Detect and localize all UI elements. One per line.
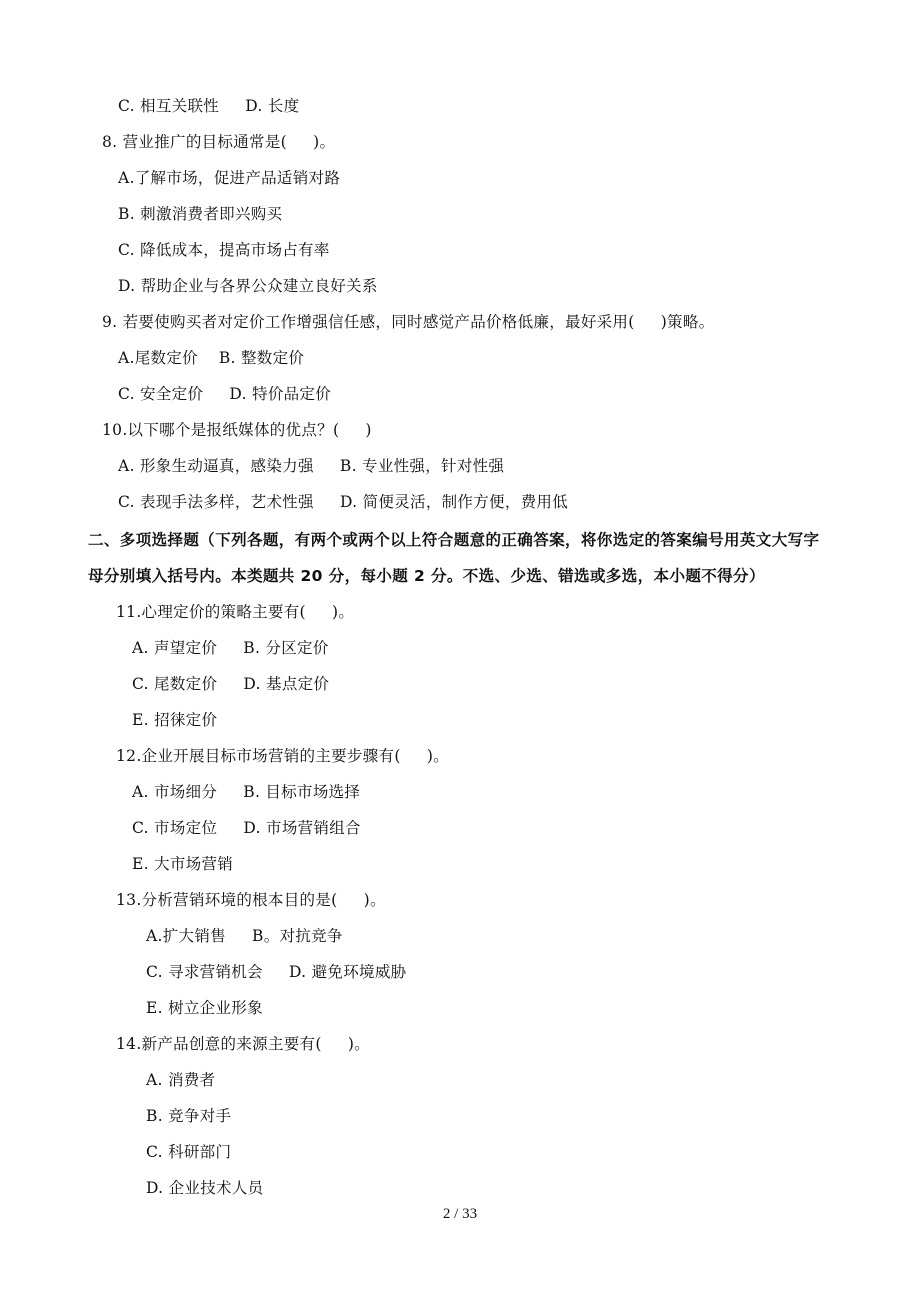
option-10ab: A. 形象生动逼真，感染力强 B. 专业性强，针对性强: [118, 457, 505, 475]
question-10: 10.以下哪个是报纸媒体的优点？( ): [102, 421, 372, 439]
option-11e: E. 招徕定价: [132, 711, 218, 729]
option-line-7cd: C. 相互关联性 D. 长度: [118, 97, 300, 115]
option-9cd: C. 安全定价 D. 特价品定价: [118, 385, 332, 403]
option-13ab: A.扩大销售 B。对抗竞争: [146, 927, 343, 945]
question-12: 12.企业开展目标市场营销的主要步骤有( )。: [116, 747, 449, 765]
option-8a: A.了解市场，促进产品适销对路: [118, 169, 341, 187]
option-12ab: A. 市场细分 B. 目标市场选择: [132, 783, 361, 801]
section-heading-line-2: 母分别填入括号内。本类题共 20 分，每小题 2 分。不选、少选、错选或多选，本小题不得分）: [88, 567, 765, 585]
page-number: 2 / 33: [442, 1206, 478, 1222]
option-9ab: A.尾数定价 B. 整数定价: [118, 349, 305, 367]
option-11ab: A. 声望定价 B. 分区定价: [132, 639, 329, 657]
option-14d: D. 企业技术人员: [146, 1179, 264, 1197]
option-8c: C. 降低成本，提高市场占有率: [118, 241, 330, 259]
option-13cd: C. 寻求营销机会 D. 避免环境威胁: [146, 963, 407, 981]
question-14: 14.新产品创意的来源主要有( )。: [116, 1035, 370, 1053]
option-13e: E. 树立企业形象: [146, 999, 263, 1017]
option-10cd: C. 表现手法多样，艺术性强 D. 简便灵活，制作方便，费用低: [118, 493, 569, 511]
option-12cd: C. 市场定位 D. 市场营销组合: [132, 819, 361, 837]
question-11: 11.心理定价的策略主要有( )。: [116, 603, 355, 621]
question-9: 9. 若要使购买者对定价工作增强信任感，同时感觉产品价格低廉，最好采用( )策略。: [102, 313, 715, 331]
option-11cd: C. 尾数定价 D. 基点定价: [132, 675, 330, 693]
option-14b: B. 竞争对手: [146, 1107, 232, 1125]
option-14c: C. 科研部门: [146, 1143, 232, 1161]
question-13: 13.分析营销环境的根本目的是( )。: [116, 891, 386, 909]
section-heading-line-1: 二、多项选择题（下列各题，有两个或两个以上符合题意的正确答案，将你选定的答案编号用英文大写字: [88, 531, 820, 549]
option-12e: E. 大市场营销: [132, 855, 234, 873]
option-14a: A. 消费者: [146, 1071, 216, 1089]
question-8: 8. 营业推广的目标通常是( )。: [102, 133, 336, 151]
option-8b: B. 刺激消费者即兴购买: [118, 205, 283, 223]
option-8d: D. 帮助企业与各界公众建立良好关系: [118, 277, 378, 295]
